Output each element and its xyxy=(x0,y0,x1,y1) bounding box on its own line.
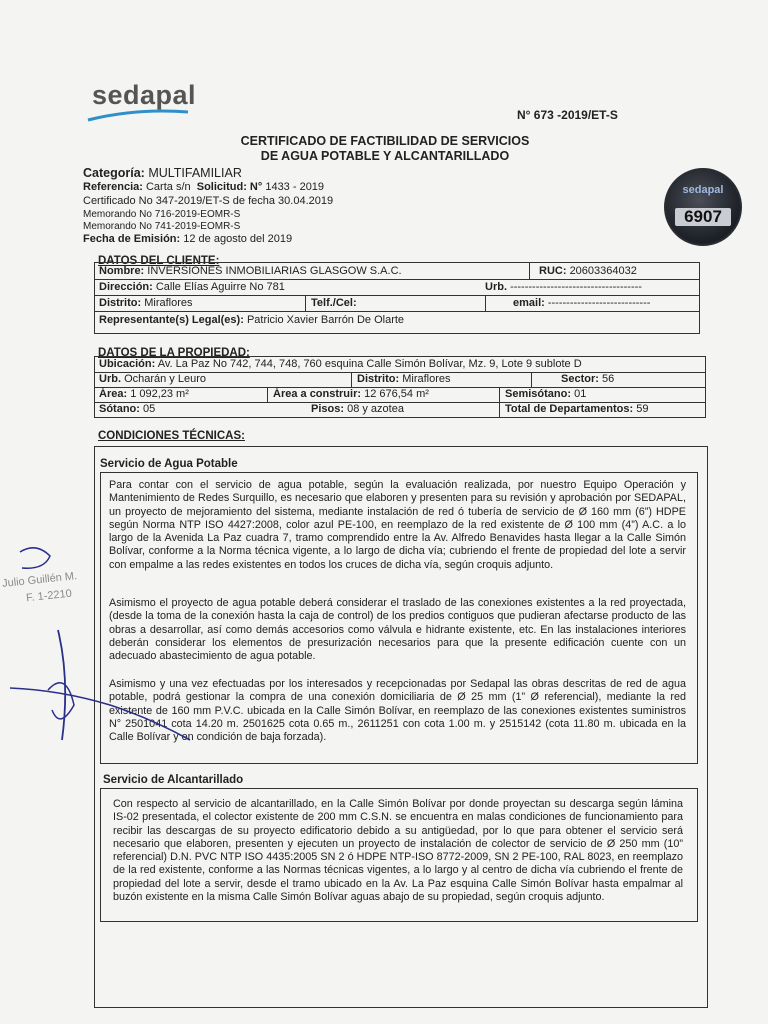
rep-value: Patricio Xavier Barrón De Olarte xyxy=(246,314,405,326)
telf-label: Telf./Cel: xyxy=(311,297,357,309)
propiedad-total-departamentos xyxy=(505,403,648,415)
sedapal-stamp xyxy=(664,168,742,246)
sector-label: Sector: xyxy=(561,373,599,385)
propiedad-sotano xyxy=(99,403,155,415)
propiedad-semisotano xyxy=(505,388,586,400)
urb-value: ------------------------------------ xyxy=(510,281,642,293)
semisotano-label: Semisótano: xyxy=(505,388,572,400)
solicitud-label: Solicitud: N° xyxy=(196,181,263,193)
cliente-table xyxy=(94,262,700,334)
propiedad-urb xyxy=(99,373,206,385)
logo-swoosh-icon xyxy=(86,106,190,124)
margin-note-code: F. 1-2210 xyxy=(25,587,73,605)
propiedad-ubicacion xyxy=(99,358,582,370)
urb-label: Urb. xyxy=(485,281,507,293)
total-label: Total de Departamentos: xyxy=(505,403,634,415)
email-label: email: xyxy=(513,297,545,309)
alcantarillado-paragraph: Con respecto al servicio de alcantarillado, en la Calle Simón Bolívar por donde proyectan su descarga según lámina IS-02 presentada, el colector existente de 200 mm C.S.N. se encuentra en malas condiciones de funcionamiento para recibir las descargas de su proyecto edificatorio debido a su antigüedad, por lo que para obtener el servicio será necesario que elaboren, presenten y ejecuten un proyecto de instalación de colector de servicio de Ø 250 mm (10” referencial) D.N. PVC NTP ISO 4435:2005 SN 2 ó HDPE NTP-ISO 8772-2009, SN 2 PE-100, RAL 8023, en reemplazo de la red existente, conforme a las Normas técnicas vigentes, a lo largo y al centro de dicha vía cubriendo el frente de propiedad del lote a servir, desde el tramo ubicado en la Av. La Paz esquina Calle Simón Bolívar hasta empalmar al buzón existente en la misma Calle Simón Bolívar aguas abajo de su propiedad, según croquis adjunto. xyxy=(113,798,683,904)
sotano-label: Sótano: xyxy=(99,403,140,415)
distrito-value: Miraflores xyxy=(144,297,193,309)
semisotano-value: 01 xyxy=(574,388,587,400)
nombre-value: INVERSIONES INMOBILIARIAS GLASGOW S.A.C. xyxy=(147,265,402,277)
propiedad-pisos xyxy=(311,403,404,415)
cliente-distrito xyxy=(99,297,193,309)
certificate-title-line1: CERTIFICADO DE FACTIBILIDAD DE SERVICIOS xyxy=(240,134,530,148)
referencia-value: Carta s/n xyxy=(145,181,191,193)
cliente-email xyxy=(513,297,650,309)
distrito-label: Distrito: xyxy=(99,297,142,309)
cliente-representante xyxy=(99,314,404,326)
stamp-brand: sedapal xyxy=(682,184,724,196)
condiciones-heading: CONDICIONES TÉCNICAS: xyxy=(98,430,245,442)
cliente-direccion xyxy=(99,281,285,293)
ubicacion-label: Ubicación: xyxy=(99,358,156,370)
memorando-2: Memorando No 741-2019-EOMR-S xyxy=(83,221,241,232)
propiedad-sector xyxy=(561,373,614,385)
direccion-value: Calle Elías Aguirre No 781 xyxy=(155,281,285,293)
ruc-label: RUC: xyxy=(539,265,567,277)
direccion-label: Dirección: xyxy=(99,281,153,293)
memorando-1: Memorando No 716-2019-EOMR-S xyxy=(83,209,241,220)
propiedad-area xyxy=(99,388,189,400)
categoria-value: MULTIFAMILIAR xyxy=(148,166,242,180)
cliente-urb xyxy=(485,281,642,293)
propiedad-distrito xyxy=(357,373,451,385)
ubicacion-value: Av. La Paz No 742, 744, 748, 760 esquina Calle Simón Bolívar, Mz. 9, Lote 9 sublote D xyxy=(157,358,582,370)
alcantarillado-heading: Servicio de Alcantarillado xyxy=(103,774,244,786)
ruc-value: 20603364032 xyxy=(569,265,637,277)
cliente-telf xyxy=(311,297,357,309)
sotano-value: 05 xyxy=(143,403,156,415)
pisos-label: Pisos: xyxy=(311,403,345,415)
fecha-value: 12 de agosto del 2019 xyxy=(183,233,293,245)
stamp-number: 6907 xyxy=(675,208,731,226)
rep-label: Representante(s) Legal(es): xyxy=(99,314,244,326)
document-number: N° 673 -2019/ET-S xyxy=(517,108,618,122)
agua-heading: Servicio de Agua Potable xyxy=(100,458,238,470)
propiedad-table xyxy=(94,356,706,418)
prop-distrito-label: Distrito: xyxy=(357,373,400,385)
referencia-row xyxy=(83,181,324,193)
propiedad-heading: DATOS DE LA PROPIEDAD: xyxy=(98,347,250,359)
cliente-heading: DATOS DEL CLIENTE: xyxy=(98,255,220,267)
handwritten-signature-icon xyxy=(0,540,200,760)
area-construir-value: 12 676,54 m² xyxy=(364,388,429,400)
area-value: 1 092,23 m² xyxy=(130,388,189,400)
prop-urb-label: Urb. xyxy=(99,373,121,385)
certificate-title-line2: DE AGUA POTABLE Y ALCANTARILLADO xyxy=(260,149,510,163)
email-value: ---------------------------- xyxy=(547,297,651,309)
categoria xyxy=(83,166,242,180)
categoria-label: Categoría: xyxy=(83,166,145,180)
prop-urb-value: Ocharán y Leuro xyxy=(124,373,206,385)
total-value: 59 xyxy=(636,403,649,415)
sedapal-logo: sedapal xyxy=(92,80,197,110)
area-construir-label: Área a construir: xyxy=(273,388,362,400)
area-label: Área: xyxy=(99,388,128,400)
propiedad-area-construir xyxy=(273,388,429,400)
fecha-emision xyxy=(83,233,292,245)
referencia-label: Referencia: xyxy=(83,181,143,193)
agua-paragraph-3: Asimismo y una vez efectuadas por los interesados y recepcionadas por Sedapal las obras descritas de red de agua potable, podrá gestionar la compra de una conexión domiciliaria de Ø 25 mm (1” Ø referencial), mediante la red existente de 160 mm P.V.C. ubicada en la Calle Simón Bolívar, en reemplazo de las conexiones existentes suministros N° 2501041 cota 14.20 m. 2501625 cota 0.65 m., 2611251 con cota 1.00 m. y 2515142 (cota 11.80 m. ubicada en la Calle Bolívar y en condición de baja forzada). xyxy=(109,678,686,744)
sector-value: 56 xyxy=(601,373,615,385)
nombre-label: Nombre: xyxy=(99,265,145,277)
agua-paragraph-2: Asimismo el proyecto de agua potable deberá considerar el traslado de las conexiones existentes a la red proyectada, (desde la toma de la conexión hasta la caja de control) de los predios contiguos que pudieran afectarse producto de las obras a desarrollar, así como demás accesorios como válvula e hidrante existente, etc. En las instalaciones interiores deberán considerar los elementos de presurización necesarios para que la presente edificación cuente con un adecuado abastecimiento de agua potable. xyxy=(109,597,686,663)
cliente-nombre xyxy=(99,265,402,277)
fecha-label: Fecha de Emisión: xyxy=(83,233,181,245)
prop-distrito-value: Miraflores xyxy=(402,373,451,385)
pisos-value: 08 y azotea xyxy=(347,403,404,415)
certificado-ref: Certificado No 347-2019/ET-S de fecha 30.04.2019 xyxy=(83,195,334,207)
margin-note-name: Julio Guillén M. xyxy=(1,570,78,590)
solicitud-value: 1433 - 2019 xyxy=(265,181,325,193)
cliente-ruc xyxy=(539,265,637,277)
agua-paragraph-1: Para contar con el servicio de agua potable, según la evaluación realizada, por nuestro Equipo Operación y Mantenimiento de Redes Surquillo, es necesario que elaboren y presenten para su revisión y aprobación por SEDAPAL, un proyecto de mejoramiento del sistema, mediante instalación de red ó tubería de servicio de Ø 160 mm (6”) HDPE según Norma NTP ISO 4427:2008, color azul PE-100, en reemplazo de la red existente de Ø 100 mm (4”) A.C. a lo largo de la Avenida La Paz cuadra 7, tramo comprendido entre la Av. Alfredo Benavides hasta llegar a la Calle Simón Bolívar, conforme a la Norma técnica vigente, a lo largo de dicha vía; cubriendo el frente de propiedad del lote a servir con empalme a las redes existentes en todos los cruces de dicha vía, según croquis adjunto. xyxy=(109,479,686,571)
